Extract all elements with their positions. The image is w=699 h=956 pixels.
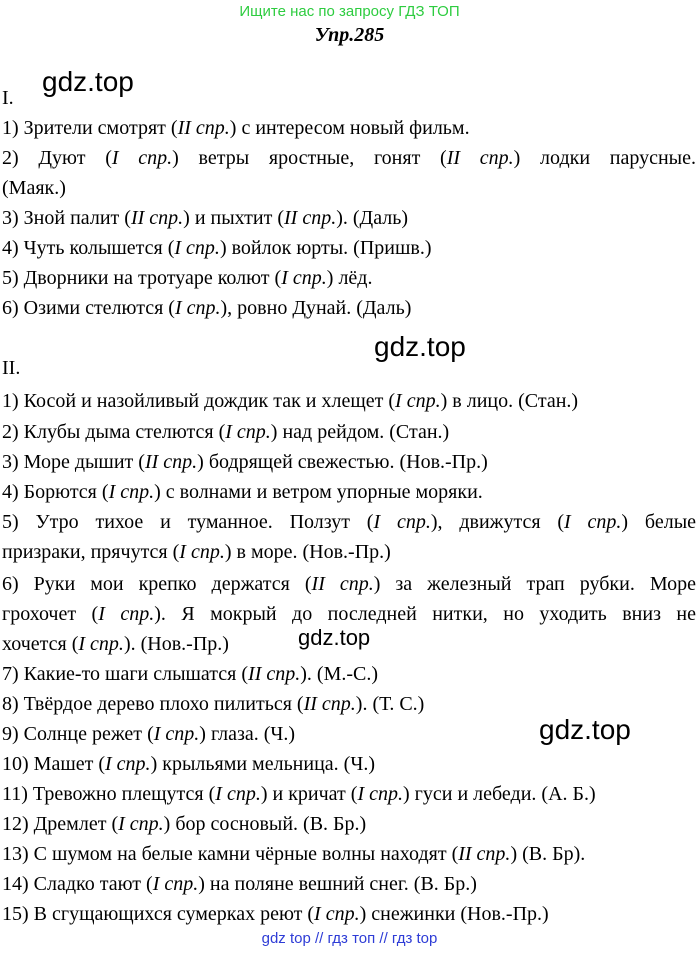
conjugation-label: I спр. xyxy=(152,873,199,895)
conjugation-label: I спр. xyxy=(174,237,220,259)
conjugation-label: I спр. xyxy=(153,723,200,745)
watermark: gdz.top xyxy=(539,714,631,745)
conjugation-label: II спр. xyxy=(284,207,337,229)
list-item: 15) В сгущающихся сумерках реют (I спр.) снежинки (Нов.-Пр.) xyxy=(2,903,549,925)
conjugation-label: I спр. xyxy=(179,541,225,563)
site-banner: Ищите нас по запросу ГДЗ ТОП xyxy=(239,3,460,20)
conjugation-label: II спр. xyxy=(311,573,374,595)
list-item: 1) Зрители смотрят (II спр.) с интересом новый фильм. xyxy=(2,117,470,139)
list-item: 7) Какие-то шаги слышатся (II спр.). (М.-С.) xyxy=(2,663,379,685)
list-item: 3) Зной палит (II спр.) и пыхтит (II спр.). (Даль) xyxy=(2,207,409,229)
watermark: gdz.top xyxy=(298,625,371,650)
section-label-2: II. xyxy=(2,357,21,379)
conjugation-label: II спр. xyxy=(248,663,301,685)
conjugation-label: II спр. xyxy=(303,693,356,715)
list-item: 6) Озими стелются (I спр.), ровно Дунай. (Даль) xyxy=(2,297,412,319)
exercise-title: Упр.285 xyxy=(314,24,385,46)
conjugation-label: I спр. xyxy=(395,390,441,412)
conjugation-label: I спр. xyxy=(357,783,403,805)
list-item: 2) Клубы дыма стелются (I спр.) над рейдом. (Стан.) xyxy=(2,421,450,443)
list-item: 5) Утро тихое и туманное. Ползут (I спр.), движутся (I спр.) белые xyxy=(2,511,697,533)
list-item: 12) Дремлет (I спр.) бор сосновый. (В. Бр.) xyxy=(2,813,367,835)
conjugation-label: I спр. xyxy=(281,267,327,289)
list-item: 13) С шумом на белые камни чёрные волны находят (II спр.) (В. Бр). xyxy=(2,843,586,865)
conjugation-label: II спр. xyxy=(144,451,198,473)
conjugation-label: I спр. xyxy=(225,421,271,443)
conjugation-label: I спр. xyxy=(78,633,124,655)
conjugation-label: II спр. xyxy=(458,843,511,865)
list-item: (Маяк.) xyxy=(2,177,66,199)
conjugation-label: I спр. xyxy=(215,783,261,805)
conjugation-label: I спр. xyxy=(118,813,164,835)
list-item: 1) Косой и назойливый дождик так и хлещет (I спр.) в лицо. (Стан.) xyxy=(2,390,579,412)
conjugation-label: II спр. xyxy=(446,147,514,169)
conjugation-label: I спр. xyxy=(174,297,221,319)
conjugation-label: I спр. xyxy=(98,603,155,625)
conjugation-label: I спр. xyxy=(564,511,622,533)
conjugation-label: I спр. xyxy=(108,481,155,503)
conjugation-label: II спр. xyxy=(130,207,184,229)
conjugation-label: I спр. xyxy=(111,147,173,169)
conjugation-label: II спр. xyxy=(177,117,230,139)
list-item: 6) Руки мои крепко держатся (II спр.) за железный трап рубки. Море xyxy=(2,573,696,595)
list-item: 14) Сладко тают (I спр.) на поляне вешний снег. (В. Бр.) xyxy=(2,873,477,895)
watermark: gdz.top xyxy=(42,66,134,97)
list-item: 2) Дуют (I спр.) ветры яростные, гонят (II спр.) лодки парусные. xyxy=(2,147,696,169)
list-item: 4) Чуть колышется (I спр.) войлок юрты. (Пришв.) xyxy=(2,237,432,259)
list-item: 4) Борются (I спр.) с волнами и ветром упорные моряки. xyxy=(2,481,483,503)
list-item: 8) Твёрдое дерево плохо пилиться (II спр.). (Т. С.) xyxy=(2,693,425,715)
conjugation-label: I спр. xyxy=(314,903,360,925)
footer-watermark: gdz top // гдз топ // гдз top xyxy=(261,930,438,947)
list-item: 9) Солнце режет (I спр.) глаза. (Ч.) xyxy=(2,723,296,745)
conjugation-label: I спр. xyxy=(373,511,431,533)
list-item: 5) Дворники на тротуаре колют (I спр.) лёд. xyxy=(2,267,373,289)
list-item: грохочет (I спр.). Я мокрый до последней нитки, но уходить вниз не xyxy=(2,603,696,625)
conjugation-label: I спр. xyxy=(105,753,151,775)
list-item: 10) Машет (I спр.) крыльями мельница. (Ч.) xyxy=(2,753,375,775)
section-label-1: I. xyxy=(2,87,14,109)
watermark: gdz.top xyxy=(374,331,466,362)
list-item: 11) Тревожно плещутся (I спр.) и кричат (I спр.) гуси и лебеди. (А. Б.) xyxy=(2,783,596,805)
list-item: хочется (I спр.). (Нов.-Пр.) xyxy=(2,633,229,655)
list-item: 3) Море дышит (II спр.) бодрящей свежестью. (Нов.-Пр.) xyxy=(2,451,488,473)
list-item: призраки, прячутся (I спр.) в море. (Нов.-Пр.) xyxy=(2,541,391,563)
